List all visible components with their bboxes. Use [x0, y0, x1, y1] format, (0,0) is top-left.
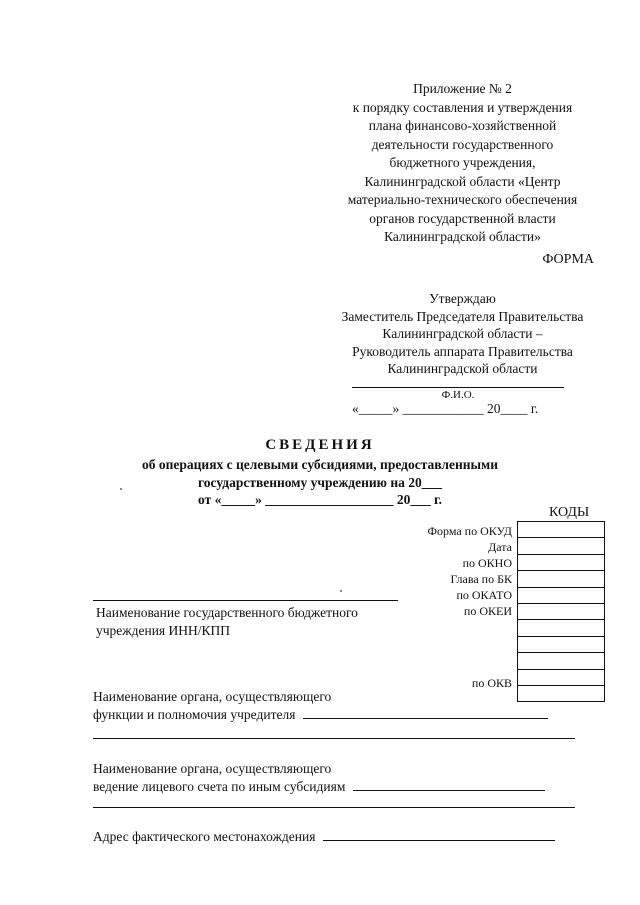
scan-speck	[340, 590, 342, 592]
code-label-okei: по ОКЕИ	[463, 604, 512, 618]
approval-line: Утверждаю	[429, 291, 496, 306]
appendix-line: деятельности государственного	[371, 136, 554, 152]
founder-fill-line[interactable]	[303, 706, 548, 719]
approval-line: Заместитель Председателя Правительства	[341, 308, 584, 324]
appendix-header	[300, 80, 625, 247]
institution-fill-line[interactable]	[93, 600, 398, 601]
appendix-line: Калининградской области «Центр	[364, 173, 561, 189]
account-block	[93, 760, 545, 795]
code-cell-blank[interactable]	[518, 669, 605, 685]
appendix-line: материально-технического обеспечения	[347, 192, 578, 207]
code-cell-blank[interactable]	[518, 653, 605, 669]
account-line: Наименование органа, осуществляющего	[93, 761, 332, 776]
code-cell-bk[interactable]	[518, 571, 605, 587]
subtitle-line: государственному учреждению на 20___	[198, 474, 442, 490]
address-fill-line[interactable]	[323, 828, 555, 841]
forma-label: ФОРМА	[542, 252, 594, 267]
code-label-okv: по ОКВ	[471, 676, 512, 690]
document-title: СВЕДЕНИЯ	[265, 437, 375, 453]
appendix-line: бюджетного учреждения,	[389, 155, 536, 170]
account-line: ведение лицевого счета по иным субсидиям	[93, 778, 346, 794]
code-cell-okud[interactable]	[518, 522, 605, 538]
address-label: Адрес фактического местонахождения	[93, 829, 316, 844]
code-label-date: Дата	[488, 540, 512, 554]
approval-block	[300, 290, 625, 378]
founder-extra-line[interactable]	[93, 738, 575, 739]
appendix-line: к порядку составления и утверждения	[352, 99, 573, 115]
institution-line: учреждения ИНН/КПП	[96, 623, 231, 638]
appendix-line: плана финансово-хозяйственной	[368, 118, 557, 133]
account-extra-line[interactable]	[93, 807, 575, 808]
codes-table	[517, 521, 605, 702]
appendix-line: органов государственной власти	[369, 210, 556, 226]
account-fill-line[interactable]	[353, 778, 545, 791]
approval-line: Руководитель аппарата Правительства	[352, 343, 573, 359]
code-cell-blank[interactable]	[518, 636, 605, 652]
approval-date-line[interactable]: «_____» ____________ 20____ г.	[352, 401, 539, 416]
codes-header: КОДЫ	[549, 505, 590, 520]
signature-line[interactable]	[352, 387, 564, 388]
appendix-line: Калининградской области»	[384, 229, 541, 244]
approval-line: Калининградской области –	[382, 326, 543, 341]
document-subtitle	[0, 456, 640, 509]
scan-speck	[120, 488, 122, 490]
code-cell-okato[interactable]	[518, 587, 605, 603]
code-cell-date[interactable]	[518, 538, 605, 554]
code-label-bk: Глава по БК	[450, 572, 512, 586]
institution-line: Наименование государственного бюджетного	[96, 605, 358, 620]
subtitle-line: от «_____» ___________________ 20___ г.	[198, 492, 442, 507]
address-block	[93, 828, 555, 846]
founder-line: Наименование органа, осуществляющего	[93, 689, 332, 704]
approval-line: Калининградской области	[387, 361, 538, 376]
code-cell-blank[interactable]	[518, 620, 605, 636]
founder-block	[93, 688, 548, 723]
code-labels	[428, 523, 512, 619]
code-label-okato: по ОКАТО	[456, 588, 512, 602]
subtitle-line: об операциях с целевыми субсидиями, предоставленными	[141, 457, 499, 472]
code-label-okud: Форма по ОКУД	[427, 524, 512, 538]
institution-name	[96, 604, 358, 640]
appendix-line: Приложение № 2	[413, 81, 512, 96]
code-cell-okei[interactable]	[518, 603, 605, 619]
code-cell-okno[interactable]	[518, 554, 605, 570]
founder-line: функции и полномочия учредителя	[93, 706, 296, 722]
fio-caption: Ф.И.О.	[441, 389, 475, 401]
code-label-okno: по ОКНО	[462, 556, 512, 570]
